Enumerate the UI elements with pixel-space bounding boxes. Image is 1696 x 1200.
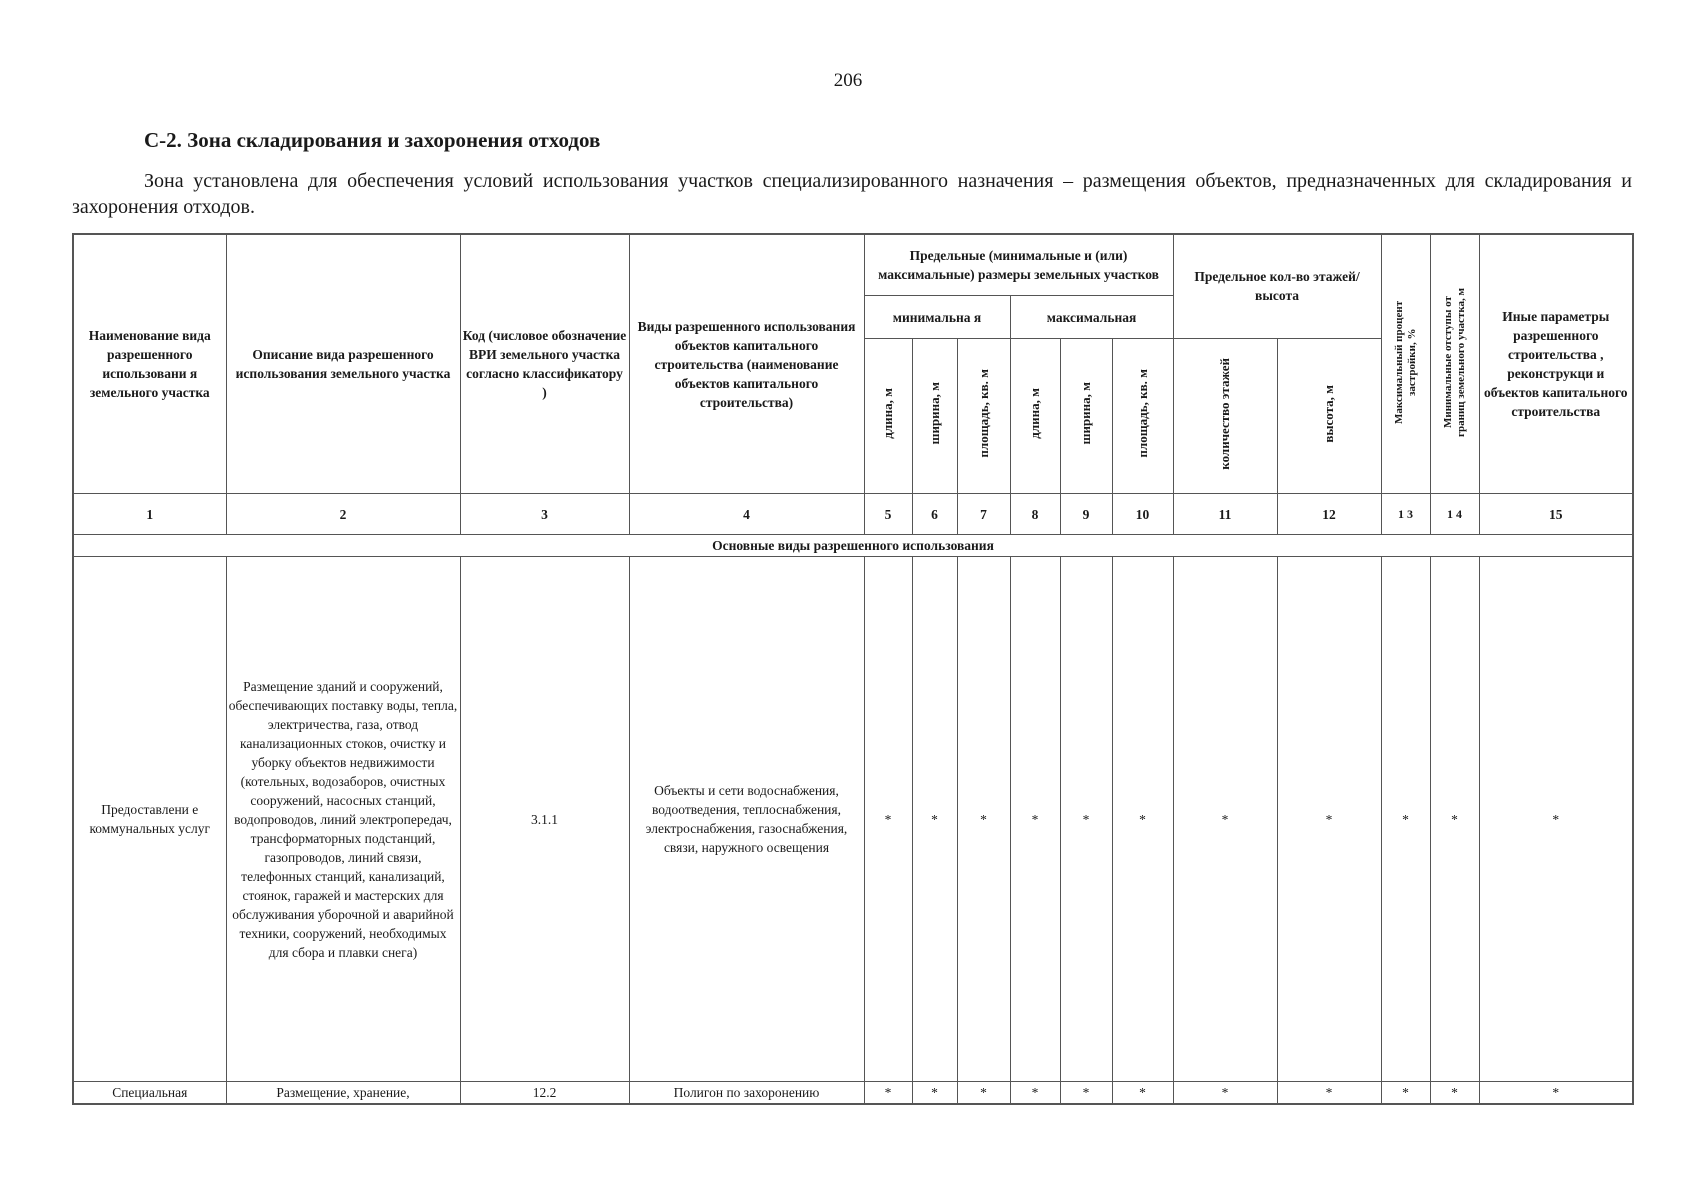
header-width-max: ширина, м — [1060, 339, 1112, 494]
column-number: 4 — [629, 494, 864, 535]
value-cell: * — [1479, 557, 1633, 1082]
value-cell: * — [1060, 1082, 1112, 1105]
header-floors-count: количество этажей — [1173, 339, 1277, 494]
column-number: 12 — [1277, 494, 1381, 535]
intro-paragraph: Зона установлена для обеспечения условий использования участков специализированного назначения – размещения объектов, предназначенных для складирования и захоронения отходов. — [72, 170, 1632, 218]
column-number: 9 — [1060, 494, 1112, 535]
header-min-setbacks: Минимальные отступы от границ земельного участка, м — [1430, 234, 1479, 494]
objects-cell: Объекты и сети водоснабжения, водоотведения, теплоснабжения, электроснабжения, газоснабжения, связи, наружного освещения — [629, 557, 864, 1082]
column-number: 10 — [1112, 494, 1173, 535]
column-number: 3 — [460, 494, 629, 535]
zone-regulations-table — [72, 233, 1634, 1105]
value-cell: * — [1173, 1082, 1277, 1105]
use-description-cell: Размещение зданий и сооружений, обеспечивающих поставку воды, тепла, электричества, газа, отвод канализационных стоков, очистку и уборку объектов недвижимости (котельных, водозаборов, очистных сооружений, насосных станций, водопроводов, линий электропередач, трансформаторных подстанций, газопроводов, линий связи, телефонных станций, канализаций, стоянок, гаражей и мастерских для обслуживания уборочной и аварийной техники, сооружений, необходимых для сбора и плавки снега) — [226, 557, 460, 1082]
header-other-params: Иные параметры разрешенного строительства , реконструкци и объектов капитального строительства — [1479, 234, 1633, 494]
column-number: 7 — [957, 494, 1010, 535]
column-number: 15 — [1479, 494, 1633, 535]
value-cell: * — [1430, 557, 1479, 1082]
header-use-description: Описание вида разрешенного использования земельного участка — [226, 234, 460, 494]
header-height: высота, м — [1277, 339, 1381, 494]
value-cell: * — [1277, 1082, 1381, 1105]
value-cell: * — [912, 557, 957, 1082]
value-cell: * — [1112, 557, 1173, 1082]
header-max-build-percent: Максимальный процент застройки, % — [1381, 234, 1430, 494]
header-min-group: минимальна я — [864, 296, 1010, 339]
header-length-min: длина, м — [864, 339, 912, 494]
value-cell: * — [1479, 1082, 1633, 1105]
section-title: Основные виды разрешенного использования — [73, 535, 1633, 557]
header-area-min: площадь, кв. м — [957, 339, 1010, 494]
header-max-group: максимальная — [1010, 296, 1173, 339]
value-cell: * — [957, 557, 1010, 1082]
value-cell: * — [1060, 557, 1112, 1082]
value-cell: * — [1112, 1082, 1173, 1105]
page-title: С-2. Зона складирования и захоронения отходов — [144, 128, 601, 152]
column-number: 2 — [226, 494, 460, 535]
value-cell: * — [864, 557, 912, 1082]
use-description-cell: Размещение, хранение, — [226, 1082, 460, 1105]
header-length-max: длина, м — [1010, 339, 1060, 494]
use-name-cell: Специальная — [73, 1082, 226, 1105]
value-cell: * — [1430, 1082, 1479, 1105]
use-name-cell: Предоставлени е коммунальных услуг — [73, 557, 226, 1082]
value-cell: * — [912, 1082, 957, 1105]
value-cell: * — [1277, 557, 1381, 1082]
value-cell: * — [1010, 1082, 1060, 1105]
column-number: 1 3 — [1381, 494, 1430, 535]
header-use-name: Наименование вида разрешенного использовани я земельного участка — [73, 234, 226, 494]
header-floors-height: Предельное кол-во этажей/высота — [1173, 234, 1381, 339]
column-number: 8 — [1010, 494, 1060, 535]
column-number: 6 — [912, 494, 957, 535]
column-number: 1 4 — [1430, 494, 1479, 535]
header-area-max: площадь, кв. м — [1112, 339, 1173, 494]
table-row — [73, 1082, 1633, 1105]
value-cell: * — [1381, 557, 1430, 1082]
page-number: 206 — [833, 70, 863, 91]
column-number: 5 — [864, 494, 912, 535]
section-row — [73, 535, 1633, 557]
header-code: Код (числовое обозначение ВРИ земельного участка согласно классификатору ) — [460, 234, 629, 494]
value-cell: * — [1381, 1082, 1430, 1105]
value-cell: * — [1173, 557, 1277, 1082]
column-number-row — [73, 494, 1633, 535]
header-object-types: Виды разрешенного использования объектов капитального строительства (наименование объектов капитального строительства) — [629, 234, 864, 494]
column-number: 1 — [73, 494, 226, 535]
header-plot-size-limits: Предельные (минимальные и (или) максимальные) размеры земельных участков — [864, 234, 1173, 296]
table-row — [73, 557, 1633, 1082]
code-cell: 3.1.1 — [460, 557, 629, 1082]
value-cell: * — [957, 1082, 1010, 1105]
column-number: 11 — [1173, 494, 1277, 535]
value-cell: * — [864, 1082, 912, 1105]
objects-cell: Полигон по захоронению — [629, 1082, 864, 1105]
value-cell: * — [1010, 557, 1060, 1082]
header-width-min: ширина, м — [912, 339, 957, 494]
code-cell: 12.2 — [460, 1082, 629, 1105]
